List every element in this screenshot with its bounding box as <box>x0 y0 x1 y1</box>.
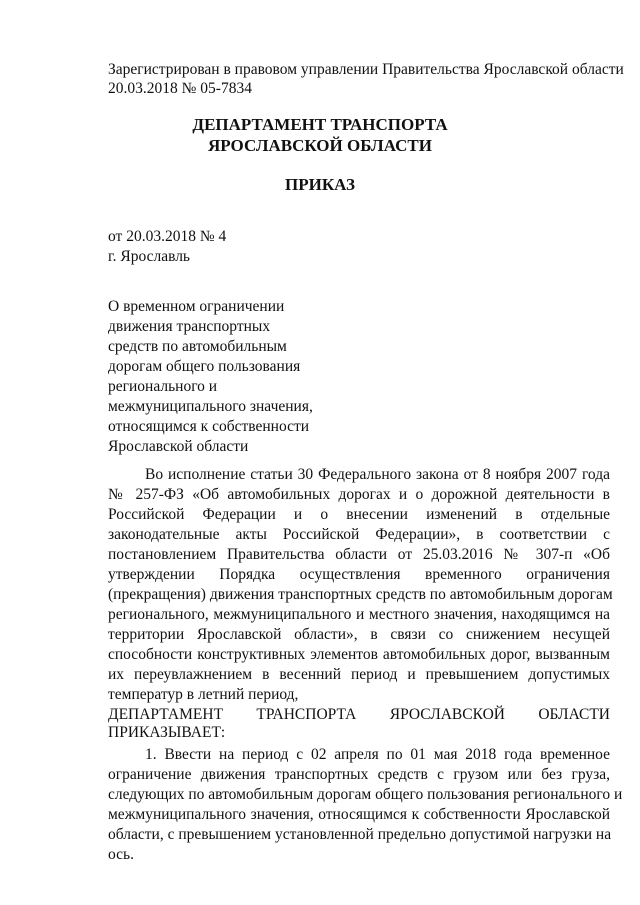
preamble-line: (прекращения) движения транспортных средств по автомобильным дорогам <box>108 586 613 603</box>
item-1-line: ограничение движения транспортных средств с грузом или без груза, <box>108 766 610 783</box>
item-1-line: межмуниципального значения, относящимся к собственности Ярославской <box>108 806 610 823</box>
preamble-line: температур в летний период, <box>108 686 299 703</box>
registration-line-2: 20.03.2018 № 05-7834 <box>108 80 252 97</box>
item-1-line: области, с превышением установленной предельно допустимой нагрузки на <box>108 826 612 843</box>
preamble-line: постановлением Правительства области от 25.03.2016 № 307-п «Об <box>108 546 610 563</box>
org-title-line-2: ЯРОСЛАВСКОЙ ОБЛАСТИ <box>208 136 432 155</box>
subject-line: Ярославской области <box>108 438 249 455</box>
date-number: от 20.03.2018 № 4 <box>108 228 227 245</box>
city: г. Ярославль <box>108 248 190 265</box>
preamble-line: территории Ярославской области», в связи со снижением несущей <box>108 626 610 643</box>
preamble-line: способности конструктивных элементов автомобильных дорог, вызванным <box>108 646 610 663</box>
subject-line: О временном ограничении <box>108 298 285 315</box>
preamble-line: Российской Федерации и о внесении изменений в отдельные <box>108 506 610 523</box>
order-heading-line-1: ДЕПАРТАМЕНТ ТРАНСПОРТА ЯРОСЛАВСКОЙ ОБЛАСТИ <box>108 706 610 723</box>
order-heading-line-2: ПРИКАЗЫВАЕТ: <box>108 724 226 741</box>
preamble-line: регионального, межмуниципального и местного значения, находящимся на <box>108 606 610 623</box>
preamble-line: законодательные акты Российской Федерации», в соответствии с <box>108 526 610 543</box>
registration-line-1: Зарегистрирован в правовом управлении Правительства Ярославской области <box>108 61 624 78</box>
item-1-line: следующих по автомобильным дорогам общего пользования регионального и <box>108 786 623 803</box>
preamble-line: утверждении Порядка осуществления временного ограничения <box>108 566 610 583</box>
subject-line: регионального и <box>108 378 218 395</box>
subject-line: межмуниципального значения, <box>108 398 313 415</box>
subject-line: средств по автомобильным <box>108 338 287 355</box>
subject-line: движения транспортных <box>108 318 271 335</box>
subject-line: дорогам общего пользования <box>108 358 301 375</box>
item-1-line: ось. <box>108 846 134 863</box>
preamble-line: их переувлажнением в весенний период и превышением допустимых <box>108 666 610 683</box>
preamble-line: Во исполнение статьи 30 Федерального закона от 8 ноября 2007 года <box>145 466 610 483</box>
org-title-line-1: ДЕПАРТАМЕНТ ТРАНСПОРТА <box>192 115 448 134</box>
subject-line: относящимся к собственности <box>108 418 310 435</box>
preamble-line: № 257-ФЗ «Об автомобильных дорогах и о дорожной деятельности в <box>108 486 610 503</box>
item-1-line: 1. Ввести на период с 02 апреля по 01 мая 2018 года временное <box>145 746 610 763</box>
doc-type-title: ПРИКАЗ <box>285 175 355 194</box>
